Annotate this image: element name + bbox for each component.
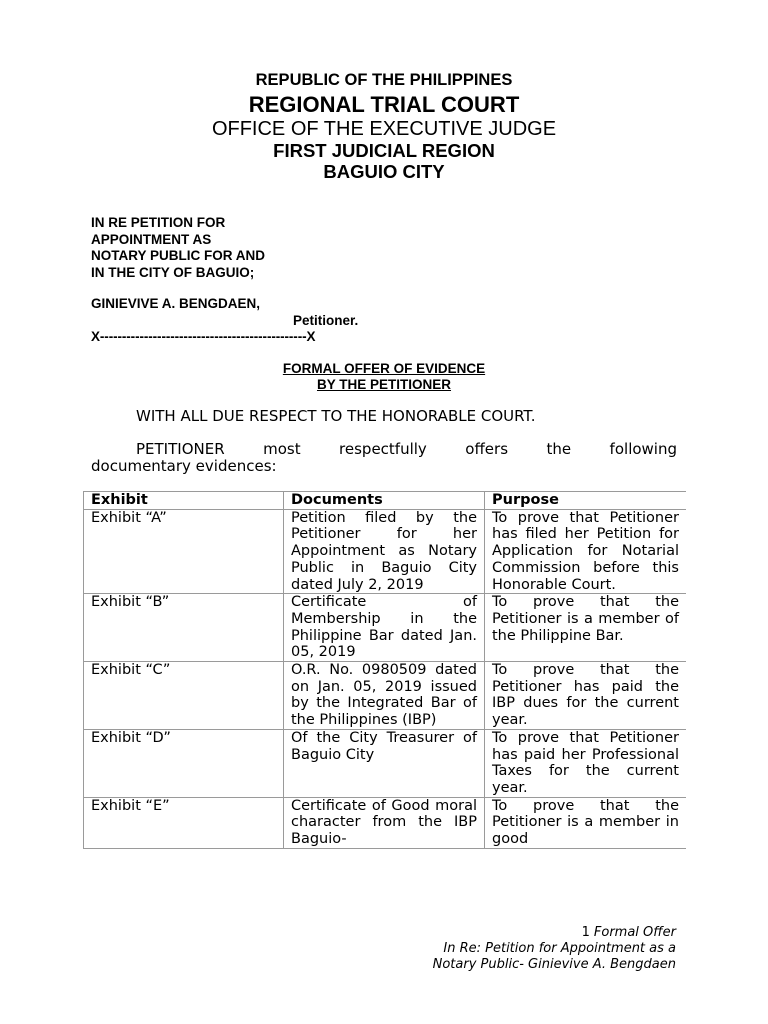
caption-line: APPOINTMENT AS (91, 231, 212, 247)
cell-exhibit: Exhibit “B” (84, 594, 284, 662)
cell-purpose: To prove that Petitioner has filed her Petition for Application for Notarial Commission before this Honorable Court. (485, 509, 687, 594)
caption-line: NOTARY PUBLIC FOR AND (91, 248, 265, 263)
table-header-row (84, 492, 687, 510)
cell-exhibit: Exhibit “C” (84, 662, 284, 730)
cell-document: Petition filed by the Petitioner for her Appointment as Notary Public in Baguio City dated July 2, 2019 (284, 509, 485, 594)
petitioner-role: Petitioner. (293, 313, 359, 328)
respect-line: WITH ALL DUE RESPECT TO THE HONORABLE COURT. (136, 407, 536, 425)
header-republic: REPUBLIC OF THE PHILIPPINES (255, 71, 513, 89)
header-region: FIRST JUDICIAL REGION (273, 140, 495, 161)
cell-purpose: To prove that Petitioner has paid her Professional Taxes for the current year. (485, 729, 687, 797)
cell-document: Of the City Treasurer of Baguio City (284, 729, 485, 797)
cell-document: O.R. No. 0980509 dated on Jan. 05, 2019 issued by the Integrated Bar of the Philippines (IBP) (284, 662, 485, 730)
cell-document: Certificate of Good moral character from the IBP Baguio- (284, 797, 485, 848)
footer-line-2: In Re: Petition for Appointment as a (443, 941, 676, 956)
petitioner-name: GINIEVIVE A. BENGDAEN, (91, 296, 261, 311)
document-title: FORMAL OFFER OF EVIDENCE (282, 361, 486, 376)
caption-line: IN RE PETITION FOR (91, 215, 226, 230)
footer-line-1 (433, 925, 676, 941)
col-header-documents: Documents (284, 492, 485, 510)
document-subtitle: BY THE PETITIONER (316, 377, 452, 392)
header-office: OFFICE OF THE EXECUTIVE JUDGE (211, 118, 557, 140)
offer-line-1: PETITIONER most respectfully offers the following (136, 440, 677, 458)
case-caption (91, 215, 265, 281)
col-header-exhibit: Exhibit (84, 492, 284, 510)
cell-exhibit: Exhibit “E” (84, 797, 284, 848)
page-number: 1 (581, 925, 590, 940)
caption-separator: X-----------------------------------------------X (91, 329, 316, 344)
cell-purpose: To prove that the Petitioner is a member of the Philippine Bar. (485, 594, 687, 662)
cell-purpose: To prove that the Petitioner is a member in good (485, 797, 687, 848)
cell-exhibit: Exhibit “D” (84, 729, 284, 797)
page-footer (433, 925, 676, 973)
header-city: BAGUIO CITY (323, 161, 445, 182)
table-row (84, 797, 687, 848)
offer-paragraph (91, 441, 677, 475)
footer-line-3: Notary Public- Ginievive A. Bengdaen (432, 957, 676, 972)
evidence-table (83, 491, 686, 849)
col-header-purpose: Purpose (485, 492, 687, 510)
cell-exhibit: Exhibit “A” (84, 509, 284, 594)
table-row (84, 594, 687, 662)
cell-purpose: To prove that the Petitioner has paid the IBP dues for the current year. (485, 662, 687, 730)
table-row (84, 662, 687, 730)
caption-line: IN THE CITY OF BAGUIO; (91, 264, 255, 280)
evidence-table-wrapper (83, 491, 686, 910)
offer-line-2: documentary evidences: (91, 457, 277, 475)
footer-label: Formal Offer (593, 925, 676, 940)
table-row (84, 729, 687, 797)
table-row (84, 509, 687, 594)
cell-document: Certificate of Membership in the Philippine Bar dated Jan. 05, 2019 (284, 594, 485, 662)
header-court: REGIONAL TRIAL COURT (248, 92, 520, 117)
